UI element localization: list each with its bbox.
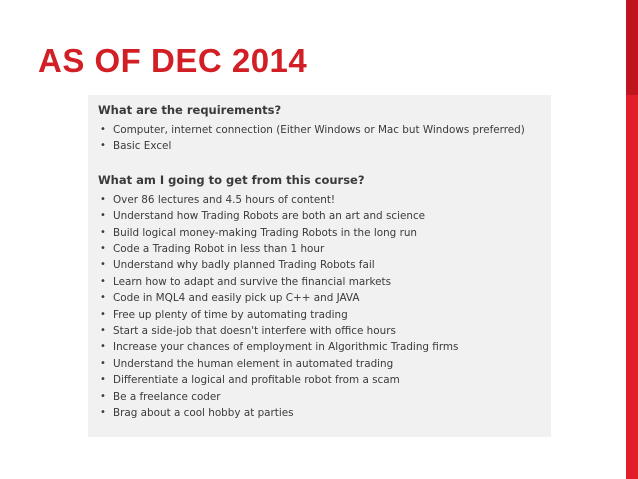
bullet-dot-icon: •: [100, 325, 106, 337]
list-item-text: Computer, internet connection (Either Windows or Mac but Windows preferred): [113, 124, 525, 136]
bullet-dot-icon: •: [100, 308, 106, 320]
list-item-text: Be a freelance coder: [113, 390, 221, 403]
list-item: [98, 307, 551, 323]
list-item-text: Increase your chances of employment in Algorithmic Trading firms: [113, 341, 459, 354]
bullet-dot-icon: •: [100, 275, 106, 287]
list-item-text: Understand the human element in automated trading: [113, 357, 394, 370]
bullet-dot-icon: •: [100, 140, 106, 152]
list-item: [98, 405, 551, 421]
list-item-text: Differentiate a logical and profitable robot from a scam: [113, 374, 400, 387]
list-item: [98, 389, 551, 405]
bullet-dot-icon: •: [100, 124, 106, 135]
bullet-dot-icon: •: [100, 341, 106, 353]
list-item: [98, 208, 551, 224]
list-item-text: Code in MQL4 and easily pick up C++ and JAVA: [113, 292, 360, 305]
list-item: [98, 339, 551, 355]
bullet-dot-icon: •: [100, 243, 106, 255]
list-item-text: Understand why badly planned Trading Robots fail: [113, 259, 375, 272]
list-item: [98, 274, 551, 290]
bullet-dot-icon: •: [100, 193, 106, 205]
slide-title: AS OF DEC 2014: [38, 42, 308, 79]
list-item-text: Brag about a cool hobby at parties: [113, 407, 294, 420]
list-item-text: Build logical money-making Trading Robots in the long run: [113, 226, 418, 239]
list-item-text: Learn how to adapt and survive the financial markets: [113, 275, 392, 288]
list-item: [98, 290, 551, 306]
accent-bar: [626, 0, 638, 479]
bullet-dot-icon: •: [100, 407, 106, 419]
list-item: [98, 356, 551, 372]
list-item-text: Code a Trading Robot in less than 1 hour: [113, 243, 325, 256]
requirements-list: [98, 122, 551, 155]
benefits-list: [98, 192, 551, 422]
list-item: [98, 122, 551, 138]
bullet-dot-icon: •: [100, 357, 106, 369]
bullet-dot-icon: •: [100, 226, 106, 238]
list-item-text: Basic Excel: [113, 140, 172, 153]
bullet-dot-icon: •: [100, 390, 106, 402]
list-item: [98, 225, 551, 241]
course-info-panel: [88, 95, 551, 437]
bullet-dot-icon: •: [100, 374, 106, 386]
bullet-dot-icon: •: [100, 259, 106, 271]
list-item-text: Understand how Trading Robots are both an art and science: [113, 210, 426, 223]
list-item: [98, 372, 551, 388]
requirements-heading: What are the requirements?: [98, 103, 282, 117]
list-item-text: Start a side-job that doesn't interfere with office hours: [113, 325, 396, 338]
list-item-text: Free up plenty of time by automating trading: [113, 308, 348, 321]
bullet-dot-icon: •: [100, 210, 106, 222]
list-item: [98, 192, 551, 208]
list-item: [98, 138, 551, 154]
list-item: [98, 257, 551, 273]
benefits-heading: What am I going to get from this course?: [98, 172, 365, 187]
list-item-text: Over 86 lectures and 4.5 hours of content!: [113, 193, 336, 206]
list-item: [98, 241, 551, 257]
list-item: [98, 323, 551, 339]
bullet-dot-icon: •: [100, 292, 106, 304]
accent-bar-shade: [626, 0, 638, 95]
